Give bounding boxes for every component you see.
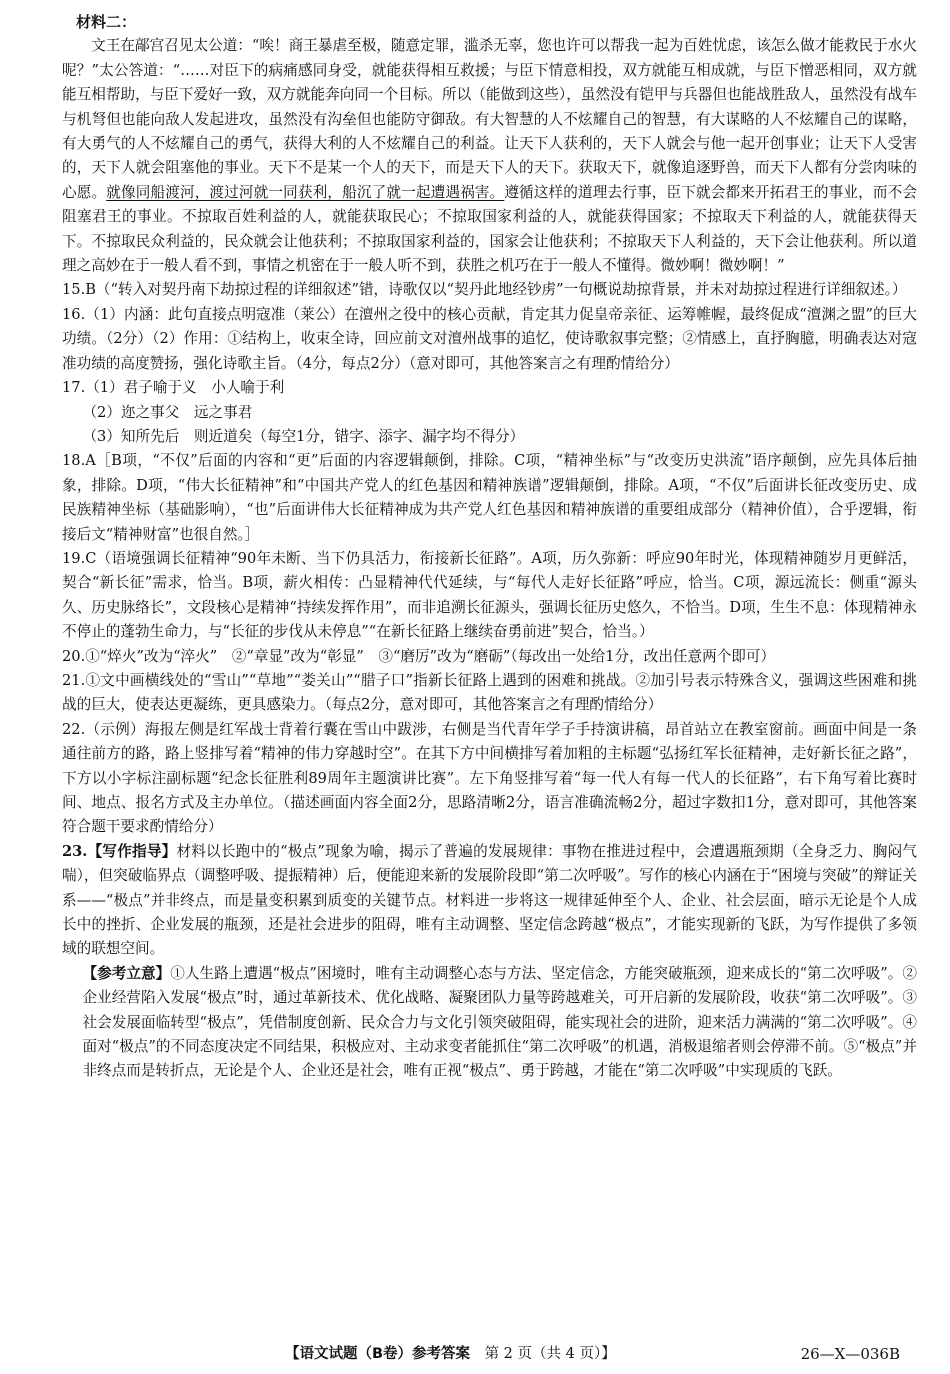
page-footer bbox=[0, 1342, 950, 1366]
answer-17-2: （2）迩之事父 远之事君 bbox=[82, 403, 253, 421]
writing-guide-label: 23.【写作指导】 bbox=[62, 842, 177, 860]
material-two-underlined-sentence: 就像同船渡河，渡过河就一同获利，船沉了就一起遭遇祸害。 bbox=[106, 183, 505, 201]
footer-title: 【语文试题（B卷）参考答案 bbox=[285, 1346, 471, 1362]
material-two-body: 文王在鄗宫召见太公道：“唉！商王暴虐至极，随意定罪，滥杀无辜，您也许可以帮我一起为百姓忧虑，该怎么做才能救民于水火呢？”太公答道：“……对臣下的病痛感同身受，就能获得相互救援；与臣下情意相投，双方就能互相成就，与臣下憎恶相同，双方就能互相帮助，与臣下爱好一致，双方就能奔向同一个目标。所以（能做到这些），虽然没有铠甲与兵器但也能战胜敌人，虽然没有战车与机弩但也能向敌人发起进攻，虽然没有沟垒但也能防守御敌。有大智慧的人不炫耀自己的智慧，有大谋略的人不炫耀自己的谋略，有大勇气的人不炫耀自己的勇气，获得大利的人不炫耀自己的利益。让天下人获利的，天下人就会与他一起开创事业；让天下人受害的，天下人就会阻塞他的事业。天下不是某一个人的天下，而是天下人的天下。获取天下，就像追逐野兽，而天下人都有分尝肉味的心愿。 bbox=[62, 37, 917, 201]
reference-idea-label: 【参考立意】 bbox=[82, 964, 171, 982]
material-two-title: 材料二： bbox=[76, 13, 137, 31]
reference-idea-text: ①人生路上遭遇“极点”困境时，唯有主动调整心态与方法、坚定信念，方能突破瓶颈，迎来成长的“第二次呼吸”。②企业经营陷入发展“极点”时，通过革新技术、优化战略、凝聚团队力量等跨越难关，可开启新的发展阶段，收获“第二次呼吸”。③社会发展面临转型“极点”，凭借制度创新、民众合力与文化引领突破阻碍，能实现社会的进阶，迎来活力满满的“第二次呼吸”。④面对“极点”的不同态度决定不同结果，积极应对、主动求变者能抓住“第二次呼吸”的机遇，消极退缩者则会停滞不前。⑤“极点”并非终点而是转折点，无论是个人、企业还是社会，唯有正视“极点”、勇于跨越，才能在“第二次呼吸”中实现质的飞跃。 bbox=[82, 964, 917, 1080]
answer-17-3: （3）知所先后 则近道矣（每空1分，错字、添字、漏字均不得分） bbox=[82, 427, 525, 445]
answer-18: 18.A［B项，“不仅”后面的内容和“更”后面的内容逻辑颠倒，排除。C项，“精神坐标”与“改变历史洪流”语序颠倒，应先具体后抽象，排除。D项，“伟大长征精神”和“中国共产党人的红色基因和精神族谱”逻辑颠倒，排除。A项，“不仅”后面讲长征改变历史、成民族精神坐标（基础影响），“也”后面讲伟大长征精神成为共产党人红色基因和精神族谱的重要组成部分（精神价值），合乎逻辑，衔接后文“精神财富”也很自然。］ bbox=[62, 452, 917, 543]
answer-page bbox=[62, 10, 917, 1084]
material-two-tail: 遵循这样的道理去行事，臣下就会都来开拓君王的事业，而不会阻塞君王的事业。不掠取百姓利益的人，就能获取民心；不掠取国家利益的人，就能获得国家；不掠取天下利益的人，就能获得天下。不掠取民众利益的，民众就会让他获利；不掠取国家利益的，国家会让他获利；不掠取天下人利益的，天下会让他获利。所以道理之高妙在于一般人看不到，事情之机密在于一般人听不到，获胜之机巧在于一般人不懂得。微妙啊！微妙啊！” bbox=[62, 183, 917, 275]
answer-22: 22.（示例）海报左侧是红军战士背着行囊在雪山中跋涉，右侧是当代青年学子手持演讲稿，昂首站立在教室窗前。画面中间是一条通往前方的路，路上竖排写着“精神的伟力穿越时空”。在其下方中间横排写着加粗的主标题“弘扬红军长征精神，走好新长征之路”，下方以小字标注副标题“纪念长征胜利89周年主题演讲比赛”。左下角竖排写着“每一代人有每一代人的长征路”，右下角写着比赛时间、地点、报名方式及主办单位。（描述画面内容全面2分，思路清晰2分，语言准确流畅2分，超过字数扣1分，意对即可，其他答案符合题干要求酌情给分） bbox=[62, 720, 917, 836]
answer-21: 21.①文中画横线处的“雪山”“草地”“娄关山”“腊子口”指新长征路上遇到的困难和挑战。②加引号表示特殊含义，强调这些困难和挑战的巨大，使表达更凝练，更具感染力。（每点2分，意对即可，其他答案言之有理酌情给分） bbox=[62, 671, 917, 714]
footer-page-number: 第 2 页（共 4 页）】 bbox=[484, 1346, 616, 1362]
answer-20: 20.①“焠火”改为“淬火” ②“章显”改为“彰显” ③“磨厉”改为“磨砺”（每改出一处给1分，改出任意两个即可） bbox=[62, 647, 776, 665]
answer-17-1: 17.（1）君子喻于义 小人喻于利 bbox=[62, 379, 285, 397]
answer-15: 15.B（“转入对契丹南下劫掠过程的详细叙述”错，诗歌仅以“契丹此地经钞虏”一句概说劫掠背景，并未对劫掠过程进行详细叙述。） bbox=[62, 281, 907, 299]
writing-guide-text: 材料以长跑中的“极点”现象为喻，揭示了普遍的发展规律：事物在推进过程中，会遭遇瓶颈期（全身乏力、胸闷气喘），但突破临界点（调整呼吸、提振精神）后，便能迎来新的发展阶段即“第二次呼吸”。写作的核心内涵在于“困境与突破”的辩证关系——“极点”并非终点，而是量变积累到质变的关键节点。材料进一步将这一规律延伸至个人、企业、社会层面，暗示无论是个人成长中的挫折、企业发展的瓶颈，还是社会进步的阻碍，唯有主动调整、坚定信念跨越“极点”，才能实现新的飞跃，为写作提供了多领域的联想空间。 bbox=[62, 842, 917, 958]
footer-title-block bbox=[285, 1342, 616, 1366]
answer-19: 19.C（语境强调长征精神“90年未断、当下仍具活力，衔接新长征路”。A项，历久弥新：呼应90年时光，体现精神随岁月更鲜活，契合“新长征”需求，恰当。B项，薪火相传：凸显精神代代延续，与“每代人走好长征路”呼应，恰当。C项，源远流长：侧重“源头久、历史脉络长”，文段核心是精神“持续发挥作用”，而非追溯长征源头，强调长征历史悠久，不恰当。D项，生生不息：体现精神永不停止的蓬勃生命力，与“长征的步伐从未停息”“在新长征路上继续奋勇前进”契合，恰当。） bbox=[62, 549, 917, 641]
answer-23-guide bbox=[62, 840, 917, 962]
answer-23-reference bbox=[62, 962, 917, 1084]
material-two-text bbox=[62, 34, 917, 278]
footer-exam-code: 26—X—036B bbox=[800, 1345, 900, 1363]
answer-16: 16.（1）内涵：此句直接点明寇准（莱公）在澶州之役中的核心贡献，肯定其力促皇帝亲征、运筹帷幄，最终促成“澶渊之盟”的巨大功绩。（2分）（2）作用：①结构上，收束全诗，回应前文对澶州战事的追忆，使诗歌叙事完整；②情感上，直抒胸臆，明确表达对寇准功绩的高度赞扬，强化诗歌主旨。（4分，每点2分）（意对即可，其他答案言之有理酌情给分） bbox=[62, 305, 917, 372]
